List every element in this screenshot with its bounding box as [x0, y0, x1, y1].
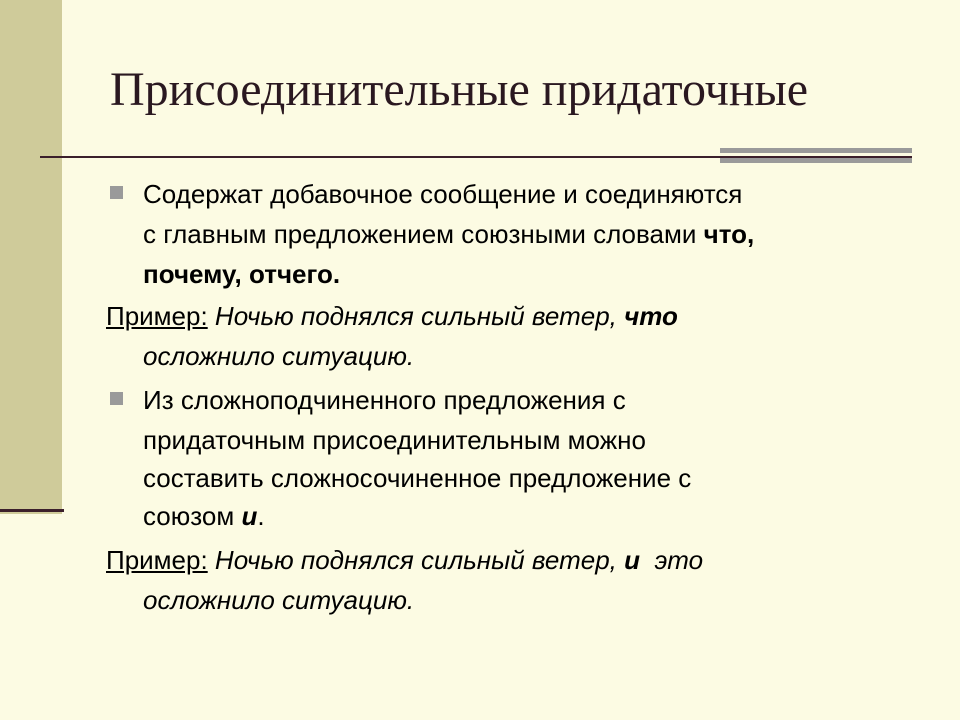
example1-line1	[106, 296, 678, 336]
example2-text: осложнило ситуацию.	[143, 585, 415, 615]
square-bullet-icon	[110, 392, 123, 405]
bullet2-text: союзом	[143, 501, 242, 531]
bullet2-text: придаточным присоединительным можно	[143, 425, 646, 455]
example2-label: Пример:	[106, 545, 208, 575]
example2-line2	[143, 580, 414, 620]
example1-line2	[143, 336, 414, 376]
bullet2-line2	[143, 420, 646, 460]
left-decor-band	[0, 0, 62, 514]
example2-line1	[106, 540, 703, 580]
slide-title: Присоединительные придаточные	[110, 63, 809, 116]
bullet1-text: с главным предложением союзными словами	[143, 219, 704, 249]
bullet2-keyword: и	[241, 501, 258, 531]
example1-keyword: что	[624, 301, 678, 331]
bullet2-line1	[143, 380, 626, 420]
bullet2-line3	[143, 458, 691, 498]
example1-label: Пример:	[106, 301, 208, 331]
bullet2-line4	[143, 496, 265, 536]
example1-text: Ночью поднялся сильный ветер,	[207, 301, 625, 331]
left-decor-line	[0, 509, 64, 512]
bullet2-text: Из сложноподчиненного предложения с	[143, 385, 626, 415]
example2-text: это	[640, 545, 704, 575]
bullet1-line3	[143, 254, 340, 294]
bullet2-text: составить сложносочиненное предложение с	[143, 463, 692, 493]
bullet1-text: Содержат добавочное сообщение и соединяются	[143, 179, 743, 209]
bullet1-line1	[143, 174, 742, 214]
square-bullet-icon	[110, 186, 123, 199]
example1-text: осложнило ситуацию.	[143, 341, 415, 371]
bullet1-line2	[143, 214, 754, 254]
example2-keyword: и	[624, 545, 641, 575]
title-accent-bars	[720, 148, 912, 162]
bullet1-keyword: что,	[703, 219, 755, 249]
bullet2-text: .	[257, 501, 265, 531]
bullet1-keyword: почему, отчего.	[143, 259, 341, 289]
example2-text: Ночью поднялся сильный ветер,	[207, 545, 625, 575]
